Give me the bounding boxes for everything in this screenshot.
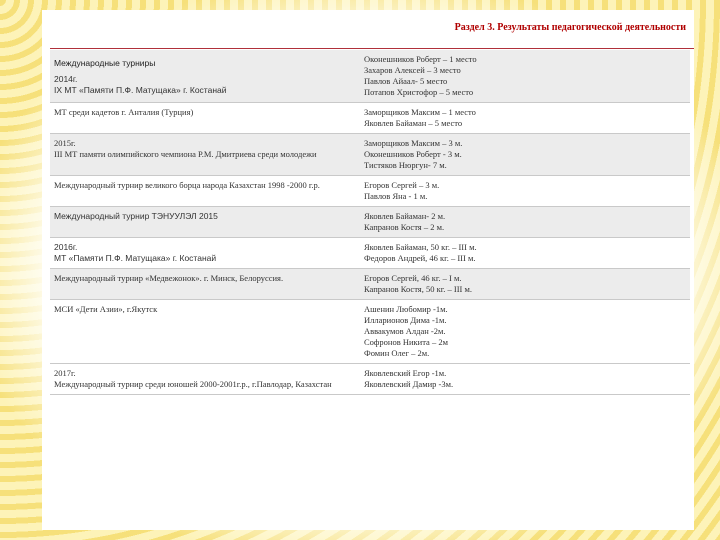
- table-row: [50, 364, 690, 395]
- result-line: Егоров Сергей, 46 кг. – I м.: [364, 273, 462, 283]
- result-line: Яковлев Байаман, 50 кг. – III м.: [364, 242, 477, 252]
- result-line: Павлов Айаал- 5 место: [364, 76, 448, 86]
- result-line: Оконешников Роберт - 3 м.: [364, 149, 462, 159]
- event-name: IX МТ «Памяти П.Ф. Матущака» г. Костанай: [54, 85, 227, 95]
- event-year: 2014г.: [54, 74, 78, 84]
- result-line: Капранов Костя, 50 кг. – III м.: [364, 284, 472, 294]
- event-name: МТ «Памяти П.Ф. Матущака» г. Костанай: [54, 253, 217, 263]
- event-name: Международный турнир ТЭНУУЛЭЛ 2015: [54, 211, 218, 221]
- event-name: III МТ памяти олимпийского чемпиона Р.М. Дмитриева среди молодежи: [54, 149, 317, 159]
- results-table: [50, 50, 690, 395]
- event-cell: [50, 269, 358, 300]
- results-cell: [358, 50, 690, 103]
- results-cell: [358, 176, 690, 207]
- result-line: Аввакумов Алдан -2м.: [364, 326, 446, 336]
- result-line: Яковлевский Дамир -3м.: [364, 379, 454, 389]
- event-name: Международный турнир среди юношей 2000-2001г.р., г.Павлодар, Казахстан: [54, 379, 332, 389]
- result-line: Тистяков Нюргун- 7 м.: [364, 160, 447, 170]
- table-row: [50, 238, 690, 269]
- results-cell: [358, 269, 690, 300]
- table-row: [50, 134, 690, 176]
- table-row: [50, 300, 690, 364]
- result-line: Оконешников Роберт – 1 место: [364, 54, 477, 64]
- result-line: Захаров Алексей – 3 место: [364, 65, 461, 75]
- event-name: МТ среди кадетов г. Анталия (Турция): [54, 107, 194, 117]
- result-line: Капранов Костя – 2 м.: [364, 222, 445, 232]
- title-divider: [50, 48, 694, 49]
- table-heading: Международные турниры: [54, 58, 156, 68]
- table-row: [50, 207, 690, 238]
- result-line: Яковлевский Егор -1м.: [364, 368, 447, 378]
- event-cell: [50, 207, 358, 238]
- event-cell: [50, 50, 358, 103]
- result-line: Павлов Яна - 1 м.: [364, 191, 428, 201]
- result-line: Заморщиков Максим – 1 место: [364, 107, 476, 117]
- result-line: Фомин Олег – 2м.: [364, 348, 430, 358]
- result-line: Яковлев Байаман – 5 место: [364, 118, 463, 128]
- results-cell: [358, 134, 690, 176]
- result-line: Яковлев Байаман- 2 м.: [364, 211, 446, 221]
- result-line: Заморщиков Максим – 3 м.: [364, 138, 463, 148]
- section-title: Раздел 3. Результаты педагогической деятельности: [454, 22, 686, 33]
- table-row: [50, 269, 690, 300]
- event-cell: [50, 134, 358, 176]
- event-name: Международный турнир «Медвежонок». г. Минск, Белоруссия.: [54, 273, 284, 283]
- results-cell: [358, 207, 690, 238]
- table-row: [50, 50, 690, 103]
- event-name: Международный турнир великого борца народа Казахстан 1998 -2000 г.р.: [54, 180, 320, 190]
- result-line: Софронов Никита – 2м: [364, 337, 448, 347]
- event-name: МСИ «Дети Азии», г.Якутск: [54, 304, 158, 314]
- table-row: [50, 176, 690, 207]
- slide: [42, 10, 694, 530]
- result-line: Потапов Христофор – 5 место: [364, 87, 474, 97]
- event-cell: [50, 300, 358, 364]
- result-line: Федоров Андрей, 46 кг. – III м.: [364, 253, 476, 263]
- event-year: 2016г.: [54, 242, 78, 252]
- event-cell: [50, 176, 358, 207]
- results-cell: [358, 103, 690, 134]
- event-year: 2017г.: [54, 368, 76, 378]
- result-line: Егоров Сергей – 3 м.: [364, 180, 440, 190]
- results-cell: [358, 238, 690, 269]
- table-row: [50, 103, 690, 134]
- results-cell: [358, 300, 690, 364]
- result-line: Ашенин Любомир -1м.: [364, 304, 448, 314]
- event-cell: [50, 238, 358, 269]
- result-line: Илларионов Дима -1м.: [364, 315, 447, 325]
- event-cell: [50, 364, 358, 395]
- results-cell: [358, 364, 690, 395]
- event-cell: [50, 103, 358, 134]
- event-year: 2015г.: [54, 138, 76, 148]
